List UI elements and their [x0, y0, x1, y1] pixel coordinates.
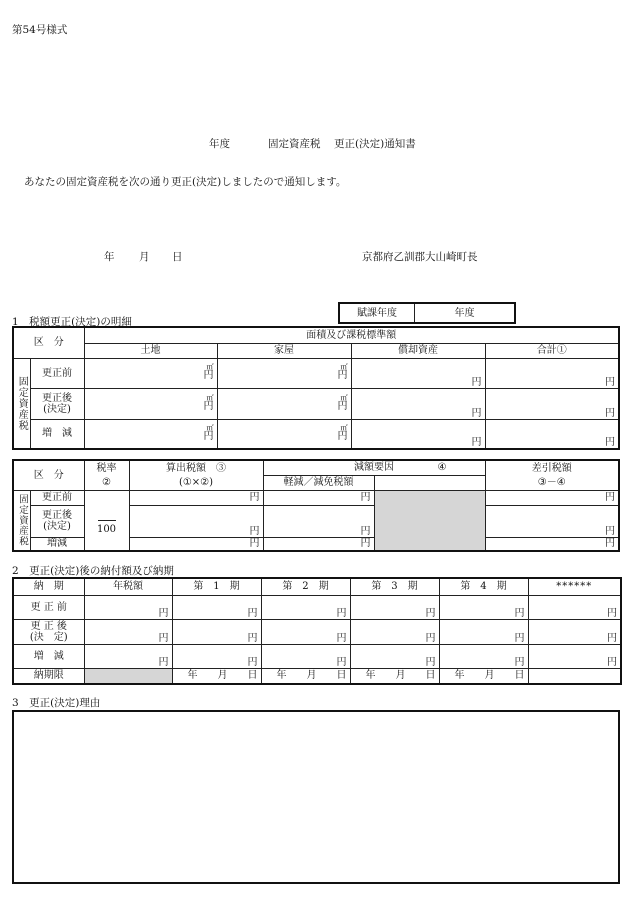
row-after: 更正後: [42, 392, 72, 404]
title-nendo: 年度: [209, 138, 230, 150]
unit-yen: 円: [528, 595, 621, 619]
header-period-1: 第 1 期: [172, 578, 261, 595]
due-date-1: 年 月 日: [172, 668, 261, 684]
diff-label: 差引税額: [485, 460, 619, 475]
unit-yen: 円: [350, 619, 439, 644]
reduction-sub: 軽減／減免税額: [263, 475, 374, 490]
date-month: 月: [139, 251, 150, 263]
title-tax: 固定資産税: [268, 138, 321, 150]
diff-formula: ③－④: [485, 475, 619, 490]
unit-yen: 円: [350, 595, 439, 619]
row-due-date: 納期限: [13, 668, 84, 684]
title-notice: 更正(決定)通知書: [334, 138, 416, 150]
header-masked: ******: [528, 578, 621, 595]
date-year: 年: [104, 251, 115, 263]
area-standard-header: 面積及び課税標準額: [84, 327, 619, 343]
due-date-3: 年 月 日: [350, 668, 439, 684]
header-annual-tax: 年税額: [84, 578, 172, 595]
unit-yen: 円: [337, 431, 348, 443]
unit-yen: 円: [485, 419, 619, 449]
unit-yen: 円: [84, 595, 172, 619]
unit-yen: 円: [263, 537, 374, 551]
unit-sqm: ㎡: [206, 393, 214, 402]
unit-yen: 円: [261, 595, 350, 619]
row-change: 増 減: [30, 419, 84, 449]
reduction-num: ④: [437, 462, 447, 474]
unit-yen: 円: [439, 619, 528, 644]
section1-table: [12, 326, 620, 450]
intro-text: あなたの固定資産税を次の通り更正(決定)しましたので通知します。: [24, 176, 347, 188]
unit-yen: 円: [203, 370, 214, 382]
unit-yen: 円: [337, 370, 348, 382]
unit-yen: 円: [485, 537, 619, 551]
unit-yen: 円: [263, 490, 374, 505]
row-before: 更 正 前: [13, 595, 84, 619]
unit-yen: 円: [485, 388, 619, 419]
unit-yen: 円: [203, 431, 214, 443]
row-decision: (決定): [43, 403, 71, 415]
reason-box[interactable]: [12, 710, 620, 884]
reduction-label: 減額要因: [354, 462, 394, 474]
unit-yen: 円: [84, 619, 172, 644]
section2-heading: 2 更正(決定)後の納付額及び納期: [12, 565, 174, 577]
unit-yen: 円: [528, 644, 621, 668]
date-day: 日: [172, 251, 183, 263]
side-label-fixed-asset-tax: 固定資産税: [13, 358, 30, 449]
shaded-cell: [84, 668, 172, 684]
row-change: 増減: [30, 537, 84, 551]
unit-yen: 円: [439, 644, 528, 668]
header-due: 納 期: [13, 578, 84, 595]
assessment-year-label: 賦課年度: [339, 303, 415, 323]
due-date-4: 年 月 日: [439, 668, 528, 684]
unit-yen: 円: [528, 619, 621, 644]
unit-yen: 円: [485, 358, 619, 388]
payment-schedule-table: [12, 577, 622, 685]
row-decision: (決 定): [29, 631, 68, 643]
form-number: 第54号様式: [12, 24, 68, 36]
unit-yen: 円: [485, 505, 619, 537]
unit-sqm: ㎡: [340, 423, 348, 432]
unit-yen: 円: [84, 644, 172, 668]
unit-yen: 円: [439, 595, 528, 619]
calc-label: 算出税額 ③: [129, 460, 263, 475]
section3-heading: 3 更正(決定)理由: [12, 697, 101, 709]
unit-sqm: ㎡: [206, 423, 214, 432]
col-depreciable: 償却資産: [351, 343, 485, 358]
header-period-2: 第 2 期: [261, 578, 350, 595]
unit-yen: 円: [261, 619, 350, 644]
row-before: 更正前: [30, 358, 84, 388]
due-date-2: 年 月 日: [261, 668, 350, 684]
header-period-4: 第 4 期: [439, 578, 528, 595]
row-change: 増 減: [13, 644, 84, 668]
section1-heading: 1 税額更正(決定)の明細: [12, 316, 132, 328]
unit-yen: 円: [351, 419, 485, 449]
row-after: 更 正 後: [30, 620, 67, 632]
assessment-year-box: [338, 302, 516, 324]
unit-yen: 円: [350, 644, 439, 668]
unit-sqm: ㎡: [340, 363, 348, 372]
kubun-header: 区 分: [13, 327, 84, 358]
col-total: 合計①: [485, 343, 619, 358]
unit-yen: 円: [203, 400, 214, 412]
header-period-3: 第 3 期: [350, 578, 439, 595]
shaded-cell: [374, 490, 485, 551]
rate-label: 税率: [84, 460, 129, 475]
tax-calc-table: [12, 459, 620, 552]
col-land: 土地: [84, 343, 217, 358]
unit-yen: 円: [263, 505, 374, 537]
unit-sqm: ㎡: [340, 393, 348, 402]
unit-yen: 円: [172, 619, 261, 644]
calc-formula: (①×②): [129, 475, 263, 490]
unit-yen: 円: [485, 490, 619, 505]
unit-yen: 円: [261, 644, 350, 668]
unit-yen: 円: [129, 537, 263, 551]
rate-num: ②: [84, 475, 129, 490]
unit-yen: 円: [351, 358, 485, 388]
issuer: 京都府乙訓郡大山崎町長: [362, 251, 478, 263]
rate-denominator: 100: [96, 523, 117, 535]
unit-yen: 円: [172, 644, 261, 668]
unit-yen: 円: [337, 400, 348, 412]
col-house: 家屋: [217, 343, 351, 358]
row-decision: (決定): [43, 521, 71, 532]
row-before: 更正前: [30, 490, 84, 505]
unit-yen: 円: [129, 490, 263, 505]
unit-yen: 円: [351, 388, 485, 419]
row-after: 更正後: [42, 510, 72, 521]
unit-yen: 円: [172, 595, 261, 619]
unit-sqm: ㎡: [206, 363, 214, 372]
assessment-year-value: 年度: [415, 303, 516, 323]
unit-yen: 円: [129, 505, 263, 537]
kubun-header: 区 分: [13, 460, 84, 490]
side-label-fixed-asset-tax: 固定資産税: [13, 490, 30, 551]
